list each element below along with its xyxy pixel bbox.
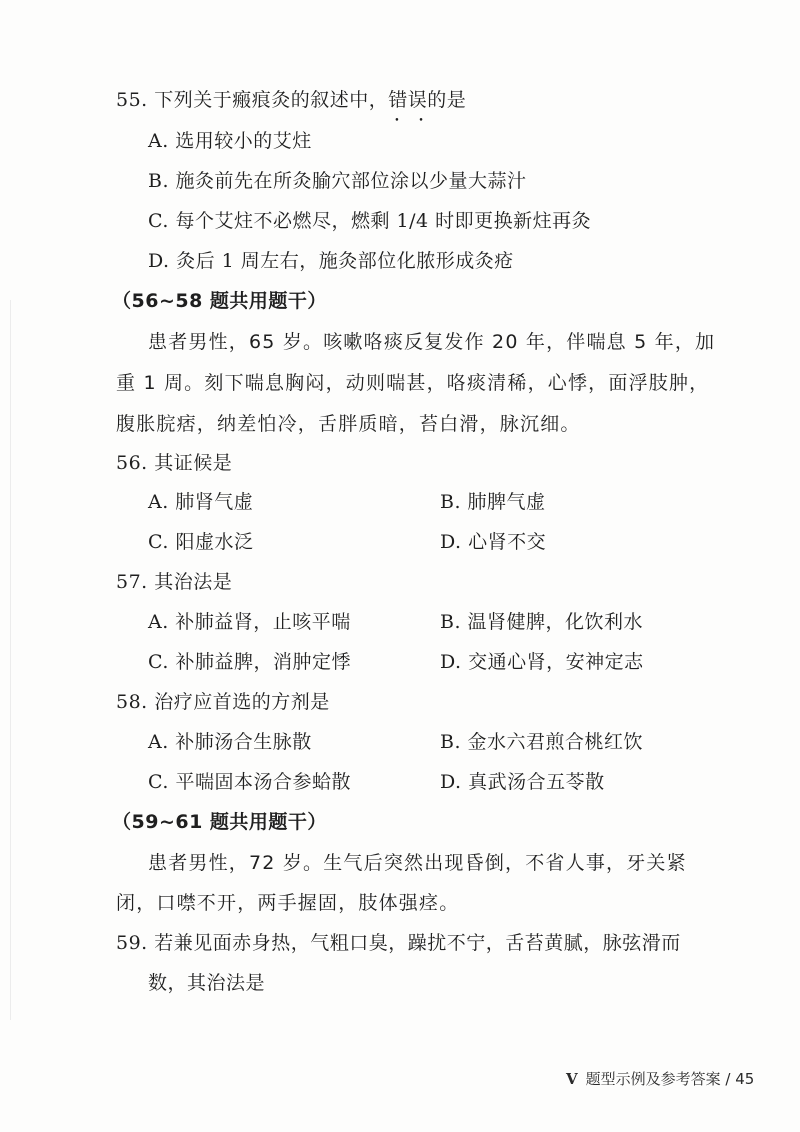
- question-57-option-c: C. 补肺益脾，消肿定悸: [148, 651, 351, 673]
- question-56-option-a: A. 肺肾气虚: [148, 491, 254, 513]
- question-55-stem-suffix: 的是: [427, 89, 467, 111]
- question-59-stem-line-1: 59. 若兼见面赤身热，气粗口臭，躁扰不宁，舌苔黄腻，脉弦滑而: [116, 932, 681, 954]
- group-59-61-stem-line-2: 闭，口噤不开，两手握固，肢体强痉。: [116, 892, 460, 914]
- group-56-58-stem-line-2: 重 1 周。刻下喘息胸闷，动则喘甚，咯痰清稀，心悸，面浮肢肿，: [116, 372, 710, 394]
- question-57-option-d: D. 交通心肾，安神定志: [440, 651, 644, 673]
- question-57-stem: 57. 其治法是: [116, 571, 233, 593]
- page-edge-shadow: [10, 300, 11, 1020]
- question-59-stem-line-2: 数，其治法是: [148, 972, 266, 994]
- group-59-61-stem-line-1: 患者男性，72 岁。生气后突然出现昏倒，不省人事，牙关紧: [148, 852, 687, 874]
- footer-text: 题型示例及参考答案 / 45: [585, 1070, 755, 1088]
- question-57-option-b: B. 温肾健脾，化饮利水: [440, 611, 644, 633]
- question-58-option-a: A. 补肺汤合生脉散: [148, 731, 312, 753]
- footer-section-number: V: [566, 1070, 578, 1088]
- question-56-stem: 56. 其证候是: [116, 452, 233, 474]
- question-58-stem: 58. 治疗应首选的方剂是: [116, 691, 330, 713]
- question-55-option-b: B. 施灸前先在所灸腧穴部位涂以少量大蒜汁: [148, 170, 527, 192]
- question-55-option-c: C. 每个艾炷不必燃尽，燃剩 1/4 时即更换新炷再灸: [148, 210, 592, 232]
- question-56-option-d: D. 心肾不交: [440, 531, 547, 553]
- question-55-option-d: D. 灸后 1 周左右，施灸部位化脓形成灸疮: [148, 250, 514, 272]
- question-55-stem: [116, 87, 466, 113]
- question-55-stem-prefix: 55. 下列关于瘢痕灸的叙述中，: [116, 89, 389, 111]
- group-56-58-stem-line-3: 腹胀脘痞，纳差怕冷，舌胖质暗，苔白滑，脉沉细。: [116, 413, 581, 435]
- question-55-option-a: A. 选用较小的艾炷: [148, 130, 312, 152]
- group-56-58-stem-line-1: 患者男性，65 岁。咳嗽咯痰反复发作 20 年，伴喘息 5 年，加: [148, 331, 716, 353]
- question-55-emphasis: 错误 • •: [388, 89, 427, 111]
- question-58-option-b: B. 金水六君煎合桃红饮: [440, 731, 644, 753]
- page-footer: [566, 1068, 754, 1089]
- group-59-61-heading: （59~61 题共用题干）: [112, 811, 327, 833]
- question-58-option-d: D. 真武汤合五苓散: [440, 771, 605, 793]
- group-56-58-heading: （56~58 题共用题干）: [112, 290, 327, 312]
- question-57-option-a: A. 补肺益肾，止咳平喘: [148, 611, 351, 633]
- question-56-option-c: C. 阳虚水泛: [148, 531, 254, 553]
- question-56-option-b: B. 肺脾气虚: [440, 491, 546, 513]
- question-58-option-c: C. 平喘固本汤合参蛤散: [148, 771, 351, 793]
